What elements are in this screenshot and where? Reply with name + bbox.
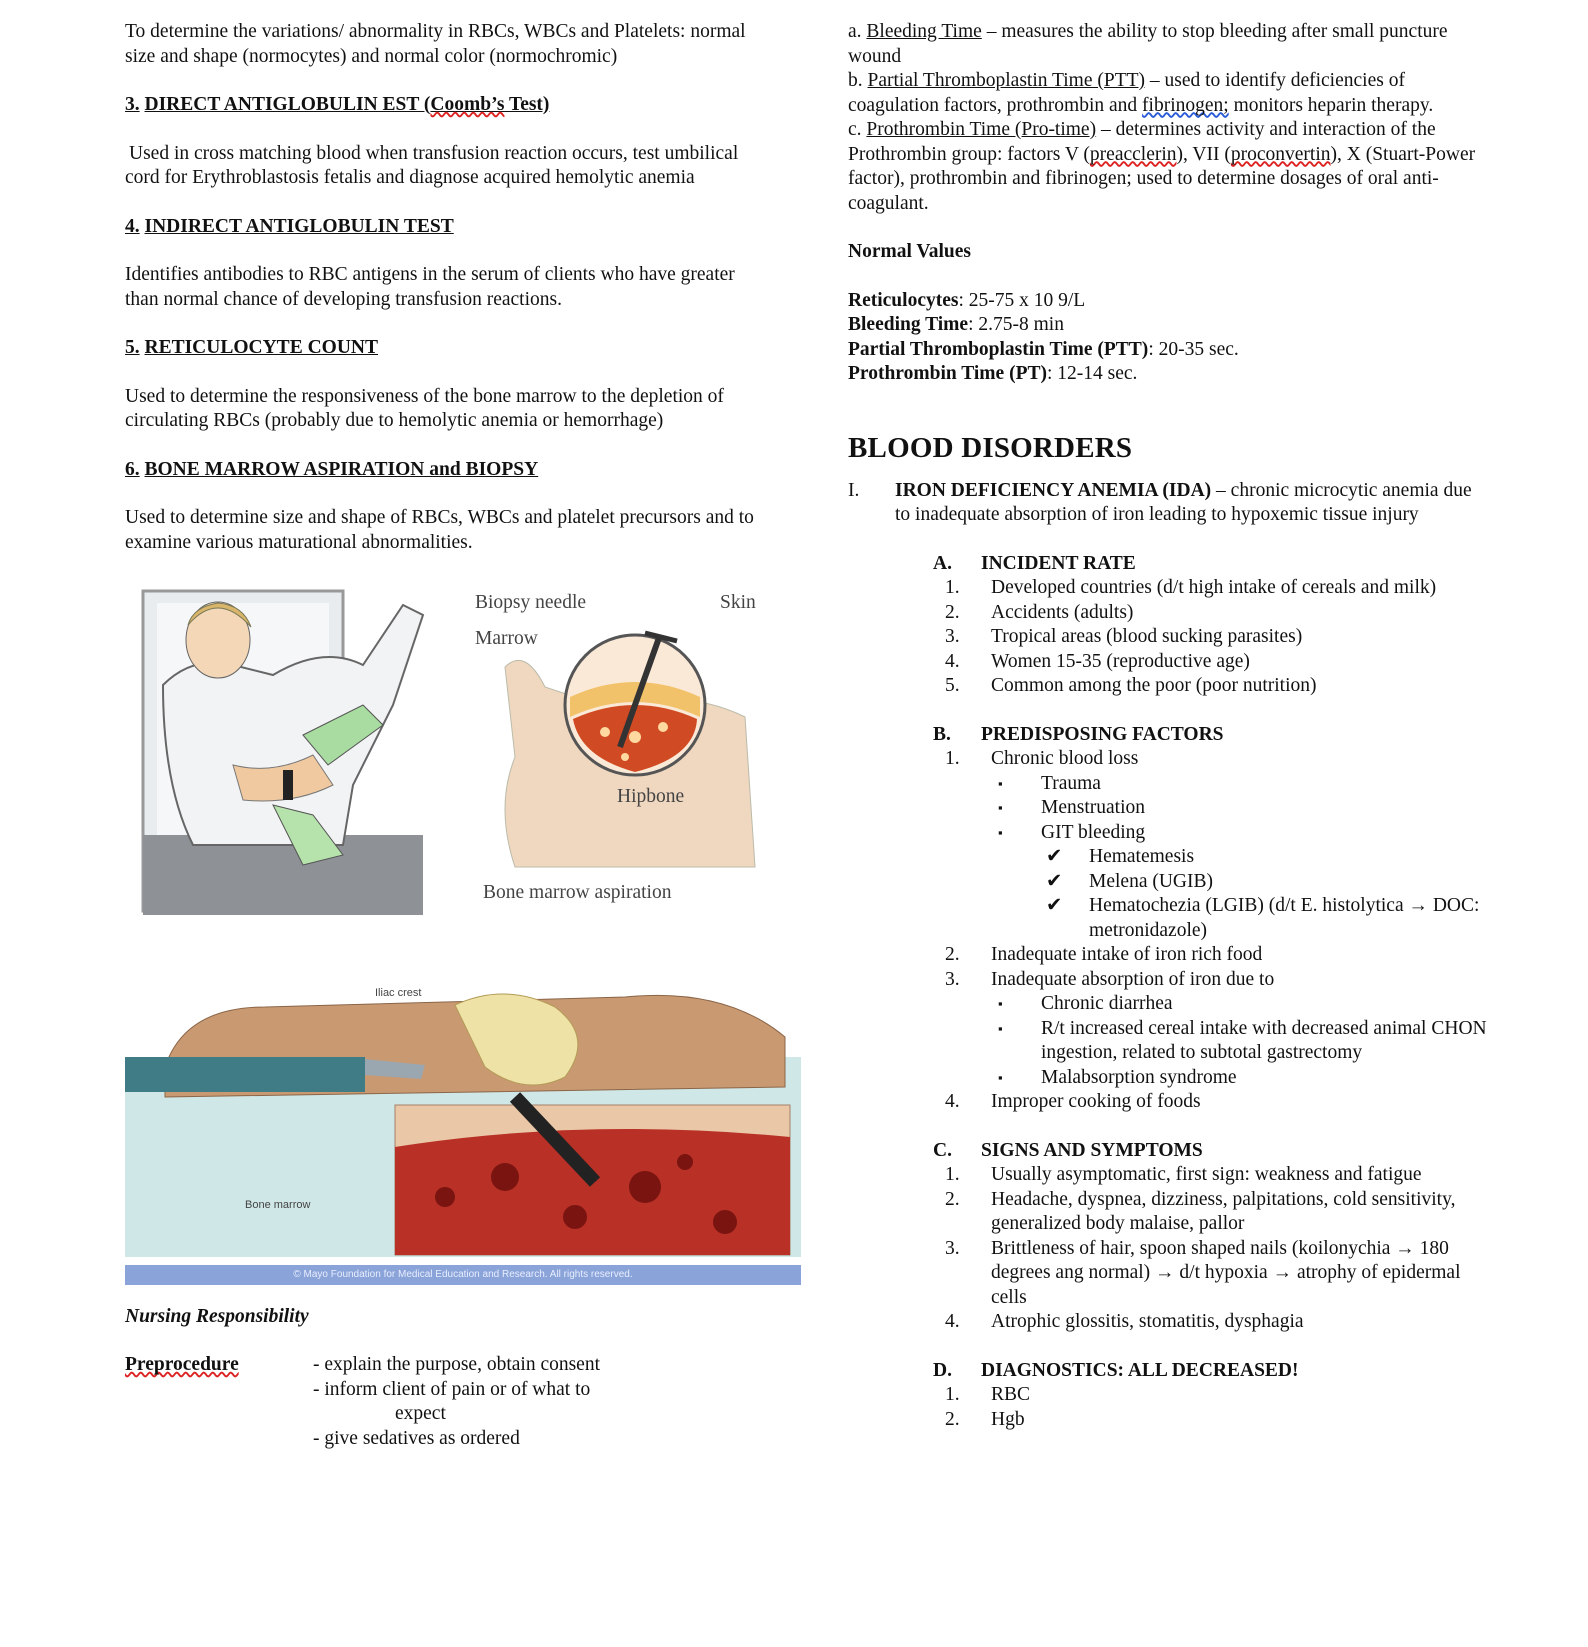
incident-rate-heading: A. INCIDENT RATE — [933, 552, 1136, 574]
copyright-bar: © Mayo Foundation for Medical Education and Research. All rights reserved. — [125, 1265, 801, 1285]
bullet-item: ▪ Chronic diarrhea — [848, 992, 1488, 1017]
iliac-crest-label: Iliac crest — [375, 987, 422, 999]
list-item: 1. RBC — [945, 1384, 1031, 1405]
list-item: 4. Atrophic glossitis, stomatitis, dysphagia — [945, 1311, 1304, 1332]
list-item: 3. Inadequate absorption of iron due to — [945, 968, 1275, 990]
list-item: 2. Accidents (adults) — [945, 601, 1134, 623]
ida-heading: I. IRON DEFICIENCY ANEMIA (IDA) – chronic microcytic anemia due to inadequate absorption of iron leading to hypoxemic tissue injury — [848, 479, 1472, 525]
list-item: 1. Developed countries (d/t high intake of cereals and milk) — [945, 577, 1437, 598]
checkmark-icon: ✔ — [1046, 870, 1063, 892]
list-item: 2. Inadequate intake of iron rich food — [945, 944, 1263, 965]
skin-label: Skin — [720, 592, 756, 613]
bullet-icon: ▪ — [998, 1069, 1003, 1085]
iliac-crest-figure — [125, 947, 805, 1647]
figure-caption: Bone marrow aspiration — [483, 882, 672, 903]
list-item: 2. Hgb — [945, 1408, 1025, 1430]
list-item: 4. Women 15-35 (reproductive age) — [945, 650, 1250, 672]
patient-illustration — [133, 585, 433, 915]
normal-value-row: Partial Thromboplastin Time (PTT): 20-35 sec. — [848, 338, 1239, 360]
bullet-item: ▪ Trauma — [848, 772, 1488, 797]
section-3-heading: 3. DIRECT ANTIGLOBULIN EST (Coomb’s Test) — [125, 94, 550, 115]
bullet-icon: ▪ — [998, 800, 1003, 815]
bullet-icon: ▪ — [998, 775, 1003, 791]
bone-marrow-label: Bone marrow — [245, 1199, 311, 1211]
preprocedure-item: - explain the purpose, obtain consent — [313, 1354, 601, 1375]
hipbone-label: Hipbone — [617, 786, 685, 807]
bone-marrow-aspiration-figure — [125, 585, 775, 925]
predisposing-factors-heading: B. PREDISPOSING FACTORS — [933, 723, 1224, 745]
bullet-item: ▪ R/t increased cereal intake with decreased animal CHON ingestion, related to subtotal gastrectomy — [998, 1017, 1487, 1063]
check-item: ✔ Melena (UGIB) — [848, 870, 1488, 895]
right-column — [848, 20, 1488, 1432]
bleeding-time-paragraph: a. Bleeding Time – measures the ability to stop bleeding after small puncture wound — [848, 21, 1448, 67]
bullet-icon: ▪ — [998, 996, 1003, 1011]
list-item: 1. Usually asymptomatic, first sign: weakness and fatigue — [945, 1164, 1422, 1185]
blood-disorders-title: BLOOD DISORDERS — [848, 431, 1133, 464]
bullet-icon: ▪ — [998, 1020, 1003, 1036]
bullet-item: ▪ GIT bleeding — [848, 821, 1488, 846]
normal-value-row: Bleeding Time: 2.75-8 min — [848, 314, 1064, 335]
check-item: ✔ Hematemesis — [848, 845, 1488, 870]
preprocedure-label: Preprocedure — [125, 1354, 239, 1375]
list-item: 2. Headache, dyspnea, dizziness, palpitations, cold sensitivity, generalized body malaise, pallor — [945, 1188, 1456, 1234]
bullet-icon: ▪ — [998, 824, 1003, 840]
section-6-body: Used to determine size and shape of RBCs, WBCs and platelet precursors and to examine various maturational abnormalities. — [125, 507, 754, 553]
left-column — [125, 20, 765, 1647]
preprocedure-item: - give sedatives as ordered — [313, 1427, 520, 1449]
iliac-crest-illustration — [125, 947, 801, 1257]
biopsy-needle-label: Biopsy needle — [475, 592, 587, 613]
list-item: 4. Improper cooking of foods — [945, 1091, 1201, 1112]
ptt-paragraph: b. Partial Thromboplastin Time (PTT) – used to identify deficiencies of coagulation factors, prothrombin and fibrinogen; monitors heparin therapy. — [848, 70, 1434, 116]
nursing-responsibility-title: Nursing Responsibility — [125, 1306, 309, 1327]
preprocedure-item: - inform client of pain or of what to — [313, 1378, 591, 1400]
list-item: 3. Brittleness of hair, spoon shaped nails (koilonychia → 180 degrees ang normal) → d/t hypoxia → atrophy of epidermal cells — [945, 1237, 1461, 1308]
section-4-body: Identifies antibodies to RBC antigens in the serum of clients who have greater than normal chance of developing transfusion reactions. — [125, 264, 735, 310]
normal-value-row: Prothrombin Time (PT): 12-14 sec. — [848, 363, 1138, 384]
check-item: ✔ Hematochezia (LGIB) (d/t E. histolytica → DOC: metronidazole) — [1046, 895, 1480, 941]
signs-symptoms-heading: C. SIGNS AND SYMPTOMS — [933, 1139, 1203, 1161]
list-item: 1. Chronic blood loss — [945, 748, 1139, 769]
diagnostics-heading: D. DIAGNOSTICS: ALL DECREASED! — [933, 1359, 1299, 1381]
section-3-body: Used in cross matching blood when transfusion reaction occurs, test umbilical cord for Erythroblastosis fetalis and diagnose acquired hemolytic anemia — [125, 142, 739, 188]
checkmark-icon: ✔ — [1046, 846, 1063, 867]
preprocedure-block — [125, 1353, 785, 1451]
bullet-item: ▪ Menstruation — [848, 796, 1488, 821]
normal-values-title: Normal Values — [848, 241, 971, 262]
section-5-heading: 5. RETICULOCYTE COUNT — [125, 337, 378, 358]
intro-paragraph: To determine the variations/ abnormality in RBCs, WBCs and Platelets: normal size and shape (normocytes) and normal color (normochromic) — [125, 21, 746, 67]
checkmark-icon: ✔ — [1046, 895, 1063, 916]
bullet-item: ▪ Malabsorption syndrome — [848, 1066, 1488, 1091]
section-5-body: Used to determine the responsiveness of the bone marrow to the depletion of circulating RBCs (probably due to hemolytic anemia or hemorrhage) — [125, 385, 724, 431]
section-4-heading: 4. INDIRECT ANTIGLOBULIN TEST — [125, 215, 454, 237]
normal-value-row: Reticulocytes: 25-75 x 10 9/L — [848, 289, 1086, 311]
list-item: 3. Tropical areas (blood sucking parasites) — [945, 626, 1303, 647]
preprocedure-item: expect — [395, 1403, 446, 1424]
list-item: 5. Common among the poor (poor nutrition) — [945, 675, 1317, 696]
section-3-title: DIRECT ANTIGLOBULIN EST (Coomb’s Test) — [144, 94, 550, 115]
section-6-heading: 6. BONE MARROW ASPIRATION and BIOPSY — [125, 458, 539, 480]
marrow-label: Marrow — [475, 628, 538, 649]
pt-paragraph: c. Prothrombin Time (Pro-time) – determines activity and interaction of the Prothrombin group: factors V (preacclerin), VII (proconvertin), X (Stuart-Power factor), prothrombin and fibrinogen; used to determine dosages of oral anti-coagulant. — [848, 119, 1476, 214]
